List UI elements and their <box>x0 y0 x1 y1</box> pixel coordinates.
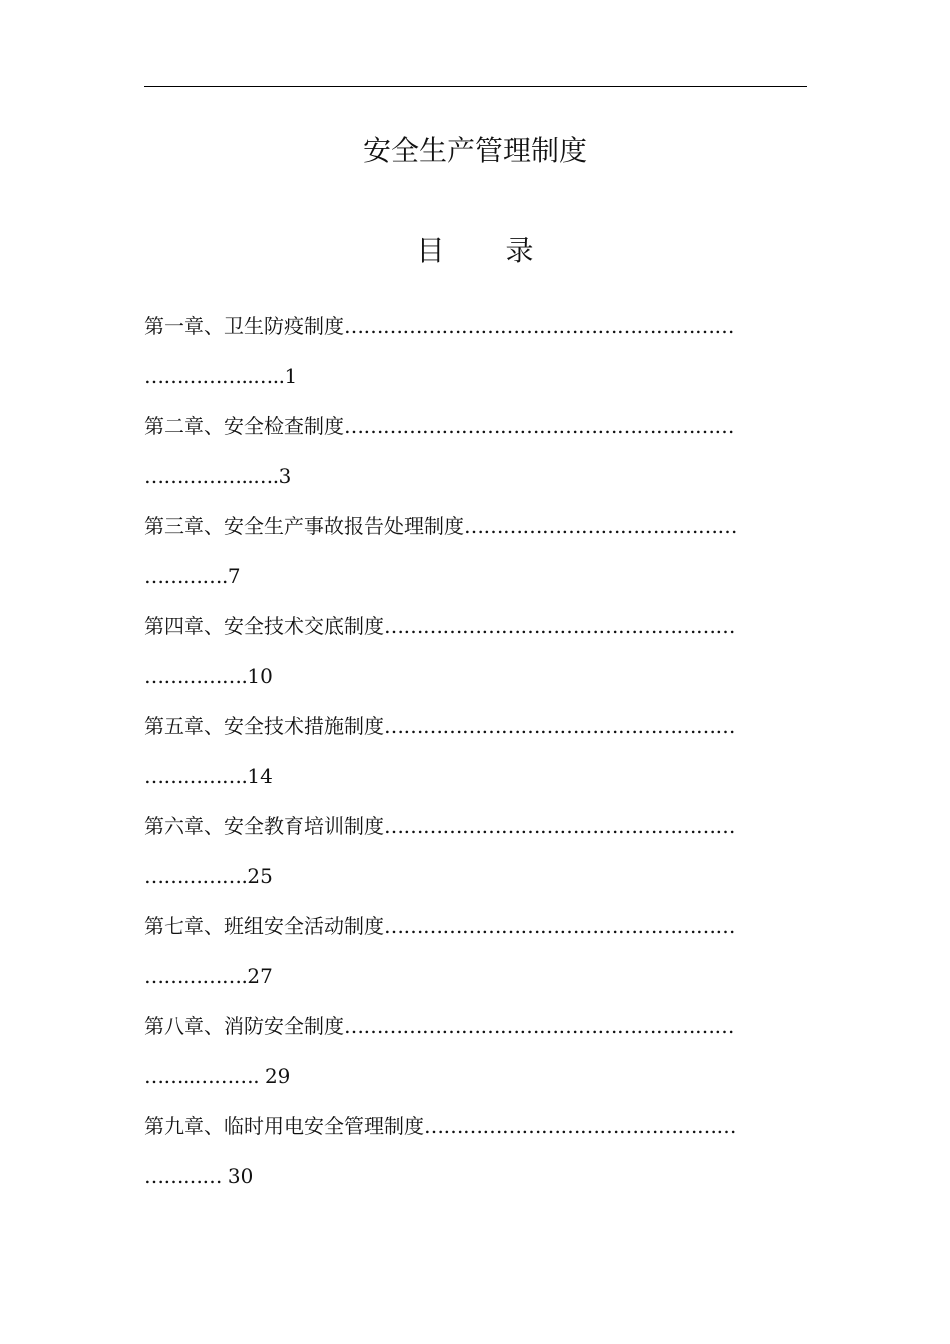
toc-entry-label: 第九章、临时用电安全管理制度 <box>144 1114 424 1138</box>
toc-entry-leader-continued: ………… <box>144 1164 228 1188</box>
toc-entry-leader-continued: ……………. <box>144 764 248 788</box>
toc-entry-leader-continued: ……..………. <box>144 1064 265 1088</box>
toc-entry-page: 7 <box>227 564 241 588</box>
document-title: 安全生产管理制度 <box>362 134 587 167</box>
toc-entry[interactable] <box>144 604 807 704</box>
toc-entry-label: 第四章、安全技术交底制度 <box>144 614 384 638</box>
toc-entry-page: 27 <box>247 964 273 988</box>
toc-entry-page: 1 <box>284 364 298 388</box>
toc-entry[interactable] <box>144 904 807 1004</box>
toc-entry-leader: ……………………………………………… <box>384 814 735 838</box>
toc-entry-label: 第二章、安全检查制度 <box>144 414 344 438</box>
toc-entry[interactable] <box>144 304 807 404</box>
toc-entry-leader-continued: ……………. <box>144 964 248 988</box>
toc-entry-page: 30 <box>227 1164 254 1188</box>
toc-entry-leader: …………………………………………………… <box>344 314 734 338</box>
toc-entry[interactable] <box>144 404 807 504</box>
toc-entry-page: 3 <box>278 464 292 488</box>
toc-entry-label: 第五章、安全技术措施制度 <box>144 714 384 738</box>
toc-entry[interactable] <box>144 504 807 604</box>
toc-entry-leader: ……………………………………………… <box>384 614 735 638</box>
toc-entry-label: 第八章、消防安全制度 <box>144 1014 344 1038</box>
toc-entry-label: 第一章、卫生防疫制度 <box>144 314 344 338</box>
toc-entry-leader: …………………………………… <box>464 514 737 538</box>
toc-entry-page: 25 <box>247 864 273 888</box>
toc-entry-label: 第七章、班组安全活动制度 <box>144 914 384 938</box>
toc-entry-leader-continued: ……………..….. <box>144 364 285 388</box>
toc-entry-leader: …………………………………………………… <box>344 1014 734 1038</box>
toc-entry[interactable] <box>144 1104 807 1204</box>
toc-entry-leader-continued: ……………. <box>144 664 248 688</box>
toc-entry-leader: ……………………………………………… <box>384 714 735 738</box>
toc-entry-page: 29 <box>264 1064 291 1088</box>
toc-entry[interactable] <box>144 1004 807 1104</box>
table-of-contents <box>144 304 807 1204</box>
toc-entry-page: 14 <box>247 764 273 788</box>
toc-entry-leader: …………………………………………………… <box>344 414 734 438</box>
toc-entry-leader-continued: ……………..…. <box>144 464 279 488</box>
toc-entry[interactable] <box>144 704 807 804</box>
header-rule <box>144 86 807 87</box>
toc-entry-leader: ………………………………………… <box>424 1114 736 1138</box>
toc-entry-leader: ……………………………………………… <box>384 914 735 938</box>
toc-heading: 目 录 <box>416 234 560 267</box>
toc-entry[interactable] <box>144 804 807 904</box>
toc-entry-label: 第六章、安全教育培训制度 <box>144 814 384 838</box>
toc-entry-page: 10 <box>247 664 273 688</box>
toc-entry-label: 第三章、安全生产事故报告处理制度 <box>144 514 464 538</box>
toc-entry-leader-continued: …………. <box>144 564 228 588</box>
toc-entry-leader-continued: ……………. <box>144 864 248 888</box>
